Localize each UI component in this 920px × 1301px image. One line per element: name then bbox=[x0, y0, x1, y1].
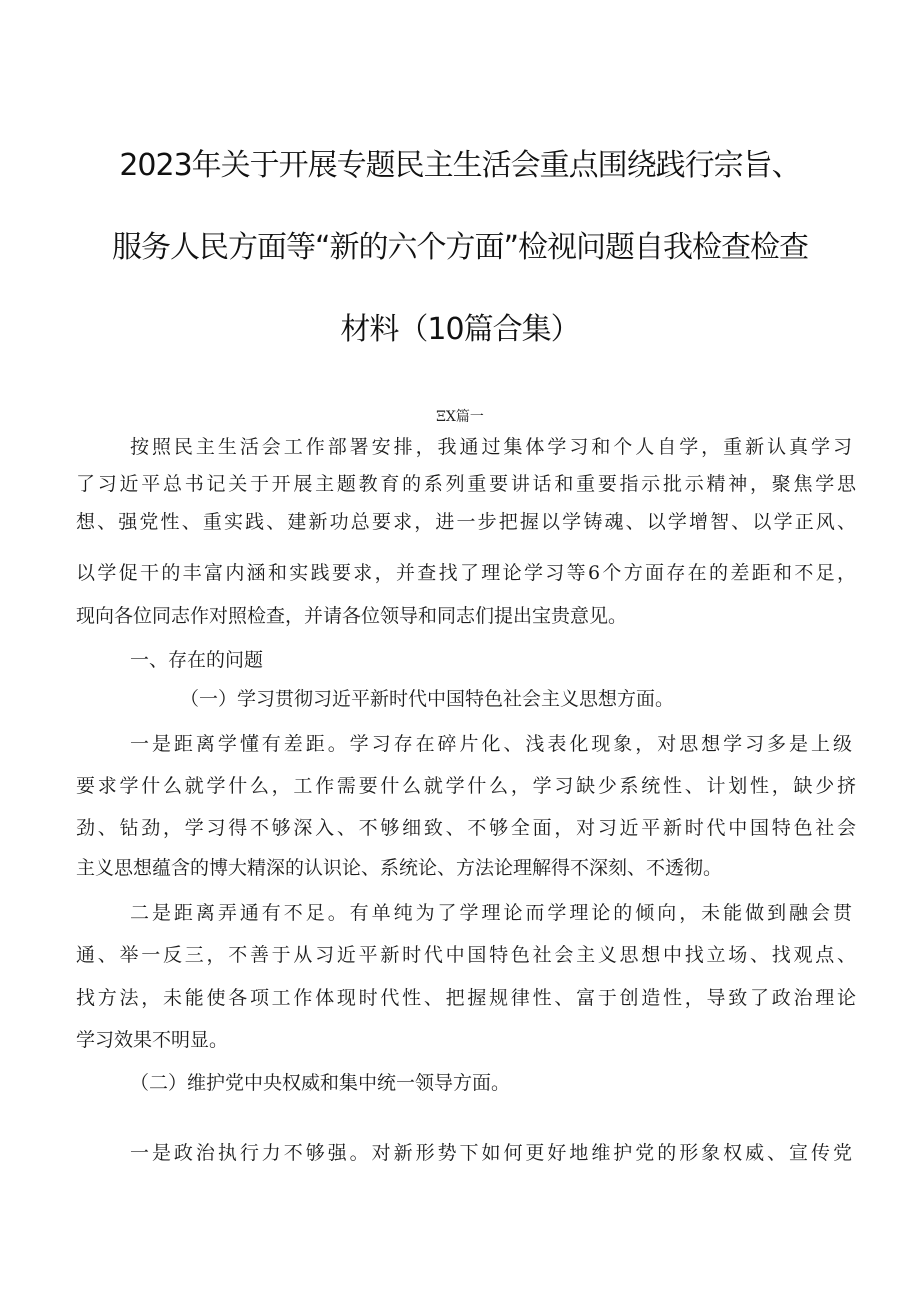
paragraph-line: 想、强党性、重实践、建新功总要求，进一步把握以学铸魂、以学增智、以学正风、 bbox=[76, 511, 856, 533]
paragraph-line: 学习效果不明显。 bbox=[76, 1029, 229, 1051]
paragraph-line: 按照民主生活会工作部署安排，我通过集体学习和个人自学，重新认真学习 bbox=[130, 436, 852, 458]
paragraph-line: 以学促干的丰富内涵和实践要求，并查找了理论学习等6个方面存在的差距和不足， bbox=[76, 562, 856, 584]
section-label: ΞX篇一 bbox=[436, 409, 484, 425]
paragraph-line: 主义思想蕴含的博大精深的认识论、系统论、方法论理解得不深刻、不透彻。 bbox=[76, 857, 723, 879]
paragraph-line: 二是距离弄通有不足。有单纯为了学理论而学理论的倾向，未能做到融会贯 bbox=[130, 902, 852, 924]
paragraph-line: 了习近平总书记关于开展主题教育的系列重要讲话和重要指示批示精神，聚焦学思 bbox=[76, 473, 856, 495]
title-line-3: 材料（10篇合集） bbox=[340, 312, 580, 347]
title-line-2: 服务人民方面等“新的六个方面”检视问题自我检查检查 bbox=[111, 230, 809, 265]
subsection-heading: （一）学习贯彻习近平新时代中国特色社会主义思想方面。 bbox=[180, 688, 675, 710]
paragraph-line: 通、举一反三，不善于从习近平新时代中国特色社会主义思想中找立场、找观点、 bbox=[76, 944, 856, 966]
subsection-heading: （二）维护党中央权威和集中统一领导方面。 bbox=[130, 1072, 511, 1094]
paragraph-line: 劲、钻劲，学习得不够深入、不够细致、不够全面，对习近平新时代中国特色社会 bbox=[76, 817, 856, 839]
paragraph-line: 找方法，未能使各项工作体现时代性、把握规律性、富于创造性，导致了政治理论 bbox=[76, 987, 856, 1009]
paragraph-line: 一是政治执行力不够强。对新形势下如何更好地维护党的形象权威、宣传党 bbox=[130, 1142, 852, 1164]
paragraph-line: 一是距离学懂有差距。学习存在碎片化、浅表化现象，对思想学习多是上级 bbox=[130, 733, 852, 755]
paragraph-line: 现向各位同志作对照检查，并请各位领导和同志们提出宝贵意见。 bbox=[76, 605, 628, 627]
paragraph-line: 要求学什么就学什么，工作需要什么就学什么，学习缺少系统性、计划性，缺少挤 bbox=[76, 775, 856, 797]
section-heading: 一、存在的问题 bbox=[130, 649, 264, 671]
title-line-1: 2023年关于开展专题民主生活会重点围绕践行宗旨、 bbox=[119, 148, 801, 183]
